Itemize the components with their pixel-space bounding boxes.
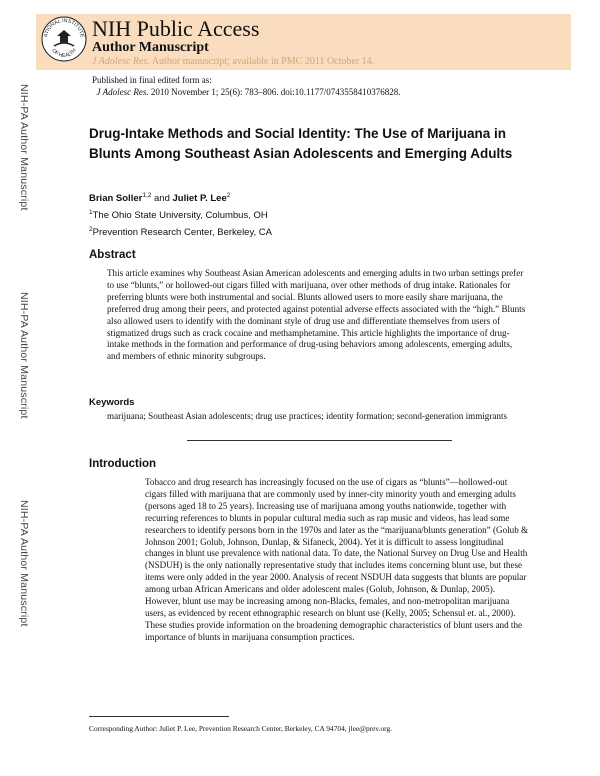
- keywords-heading: Keywords: [89, 397, 135, 408]
- side-label-author-manuscript: NIH-PA Author Manuscript: [18, 500, 30, 627]
- side-label-author-manuscript: NIH-PA Author Manuscript: [18, 84, 30, 211]
- introduction-text: Tobacco and drug research has increasingly focused on the use of cigars as “blunts”—hollowed-out cigars filled with marijuana that are commonly used by inner-city minority youth and emerging adults (persons aged 18 to 25 years). Increasing use of marijuana among youths nationwide, together with recurring references to blunts in popular cultural media such as rap music and videos, has lead some researchers to identify persons born in the 1970s and later as the “marijuana/blunts generation” (Golub & Johnson 2001; Golub, Johnson, Dunlap, & Sifaneck, 2004). Yet it is difficult to assess longitudinal changes in blunt use prevalence with national data. To date, the National Survey on Drug Use and Health (NSDUH) is the only nationally representative study that includes items concerning blunt use, but these items were only added in the year 2000. Analysis of recent NSDUH data suggests that blunts are popular among urban African Americans and older adolescent males (Golub, Johnson, & Dunlap, 2005). However, blunt use may be increasing among non-Blacks, females, and non-metropolitan marijuana users, as evidenced by recent ethnographic research on blunt use (Kelly, 2005; Schensul et. al., 2000). These studies provide information on the broadening demographic characteristics of blunt users and the importance of blunts in marijuana consumption practices.: [145, 477, 529, 642]
- footnote-rule: [89, 716, 229, 717]
- manuscript-availability: J Adolesc Res. Author manuscript; available in PMC 2011 October 14.: [92, 56, 375, 67]
- publication-citation: J Adolesc Res. 2010 November 1; 25(6): 783–806. doi:10.1177/0743558410376828.: [96, 87, 401, 97]
- introduction-heading: Introduction: [89, 458, 157, 470]
- side-label-author-manuscript: NIH-PA Author Manuscript: [18, 292, 30, 419]
- corresponding-author-footnote: Corresponding Author: Juliet P. Lee, Prevention Research Center, Berkeley, CA 94704, jlee@prev.org.: [89, 724, 393, 733]
- svg-text:OF HEALTH: OF HEALTH: [50, 47, 78, 60]
- author-manuscript-label: Author Manuscript: [92, 40, 209, 55]
- abstract-heading: Abstract: [89, 249, 136, 261]
- abstract-text: This article examines why Southeast Asian American adolescents and emerging adults in two urban settings prefer to use “blunts,” or hollowed-out cigars filled with marijuana, over other methods of drug intake. Rationales for preferring blunts were both instrumental and social. Blunts allowed users to more easily share marijuana, the preferred drug among their peers, and protected against potential adverse effects associated with the “high.” Blunts also allowed users to identify with the dominant style of drug use and differentiate themselves from users of stigmatized drugs such as crack cocaine and methamphetamine. This article highlights the importance of drug-intake methods in the formation and performance of drug-using behaviors among adolescents, emerging adults, and members of ethnic minority subgroups.: [107, 268, 526, 362]
- article-title: Drug-Intake Methods and Social Identity: The Use of Marijuana in Blunts Among Southeast Asian Adolescents and Emerging Adults: [89, 126, 513, 161]
- author-list: Brian Soller$^{1,2}$ and Juliet P. Lee$^2$: [89, 192, 231, 205]
- nih-seal-logo: [40, 15, 88, 63]
- affiliation-1: $^1$The Ohio State University, Columbus, OH: [89, 209, 268, 222]
- keywords-text: marijuana; Southeast Asian adolescents; drug use practices; identity formation; second-generation immigrants: [107, 411, 508, 421]
- nih-public-access-title: NIH Public Access: [92, 16, 260, 41]
- section-divider: [187, 440, 452, 441]
- svg-text:NATIONAL INSTITUTES: ATIONAL INSTITUTE: [43, 17, 85, 39]
- published-label: Published in final edited form as:: [92, 75, 212, 85]
- affiliation-2: $^2$Prevention Research Center, Berkeley, CA: [89, 226, 272, 239]
